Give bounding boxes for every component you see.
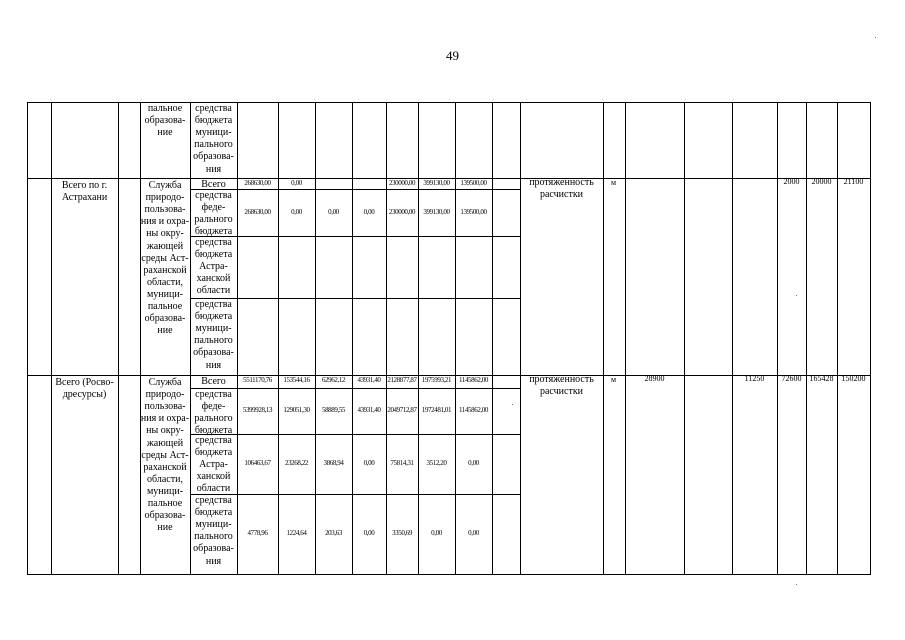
value-cell: 0,00 bbox=[468, 529, 479, 537]
value-cell: 0,00 bbox=[431, 529, 442, 537]
fin-source-text: рального bbox=[194, 214, 233, 226]
subrow-rule bbox=[190, 236, 520, 237]
value-cell: 43931,40 bbox=[357, 376, 381, 384]
table-column-rule bbox=[455, 102, 456, 574]
org-cell-text: области, bbox=[147, 473, 183, 485]
subrow-rule bbox=[190, 494, 520, 495]
org-cell-text: образова- bbox=[144, 313, 186, 325]
fin-source-text: бюджета bbox=[194, 447, 233, 459]
fin-source-text: ния bbox=[205, 359, 222, 371]
scan-speck bbox=[512, 404, 513, 405]
org-cell-text: жающей bbox=[146, 240, 184, 252]
fin-source-text: ния bbox=[205, 163, 222, 175]
org-cell-text: пользова- bbox=[144, 204, 186, 216]
table-column-rule bbox=[520, 102, 521, 574]
org-cell-text: среды Аст- bbox=[141, 449, 189, 461]
value-cell: 0,00 bbox=[328, 207, 339, 216]
org-cell-text: ние bbox=[157, 522, 173, 534]
fin-source-text: образова- bbox=[193, 543, 234, 555]
table-column-rule bbox=[352, 102, 353, 574]
fin-source-text: феде- bbox=[201, 401, 226, 413]
value-cell: 1972481,01 bbox=[421, 406, 452, 414]
org-cell-text: пальное bbox=[147, 301, 183, 312]
target-value: 11250 bbox=[744, 374, 765, 383]
table-column-rule bbox=[237, 102, 238, 574]
value-cell: 399130,00 bbox=[423, 179, 450, 187]
value-cell: 23268,22 bbox=[284, 459, 309, 467]
fin-source-text: феде- bbox=[201, 202, 226, 214]
area-name-text: дресурсы) bbox=[62, 389, 107, 401]
value-cell: 3350,69 bbox=[392, 529, 412, 537]
target-value: 165428 bbox=[809, 374, 834, 383]
table-column-rule bbox=[684, 102, 685, 574]
value-cell: 0,00 bbox=[291, 179, 302, 187]
org-cell-text: жающей bbox=[146, 437, 184, 449]
subrow-rule bbox=[190, 388, 520, 389]
table-column-rule bbox=[118, 102, 119, 574]
org-cell-text: пальное bbox=[147, 103, 183, 114]
org-cell-text: пользова- bbox=[144, 401, 186, 413]
value-cell: 2128877,87 bbox=[387, 376, 417, 384]
table-column-rule bbox=[603, 102, 604, 574]
value-cell: 4778,96 bbox=[247, 529, 268, 537]
org-cell-text: природо- bbox=[145, 192, 185, 204]
table-bottom-rule bbox=[27, 574, 871, 575]
table-column-rule bbox=[315, 102, 316, 574]
subrow-rule bbox=[190, 434, 520, 435]
value-cell: 0,00 bbox=[363, 459, 375, 467]
fin-source-text: бюджета bbox=[194, 425, 233, 437]
value-cell: 0,00 bbox=[291, 207, 302, 216]
table-column-rule bbox=[492, 102, 493, 574]
org-cell-text: муници- bbox=[146, 485, 184, 497]
value-cell: 5511170,76 bbox=[243, 376, 272, 384]
org-cell-text: ния и охра- bbox=[140, 413, 190, 425]
fin-source-text: Астра- bbox=[199, 459, 228, 471]
fin-source-text: пального bbox=[194, 335, 233, 347]
subrow-rule bbox=[190, 189, 520, 190]
table-column-rule bbox=[837, 102, 838, 574]
fin-source-text: ханской bbox=[196, 471, 231, 483]
fin-source-text: бюджета bbox=[194, 311, 233, 323]
target-value: 72600 bbox=[781, 374, 802, 383]
value-cell: 3512,20 bbox=[426, 459, 447, 467]
indicator-text: расчистки bbox=[539, 386, 584, 398]
value-cell: 106463,67 bbox=[244, 459, 271, 467]
value-cell: 1145862,00 bbox=[459, 406, 488, 414]
value-cell: 129051,30 bbox=[283, 406, 310, 414]
table-column-rule bbox=[777, 102, 778, 574]
fin-source-text: средства bbox=[195, 299, 232, 310]
target-value: 150200 bbox=[841, 374, 866, 383]
value-cell: 230000,00 bbox=[388, 207, 416, 216]
indicator-text: протяженность bbox=[529, 177, 594, 188]
fin-source-text: бюджета bbox=[194, 249, 233, 261]
value-cell: 268630,00 bbox=[244, 207, 271, 216]
fin-source-text: ния bbox=[205, 555, 222, 567]
table-column-rule bbox=[27, 102, 28, 574]
value-cell: 5399928,13 bbox=[242, 406, 273, 414]
value-cell: 2049712,87 bbox=[387, 406, 417, 414]
org-cell-text: образова- bbox=[144, 510, 186, 522]
value-cell: 139500,00 bbox=[460, 179, 487, 187]
fin-source-text: Всего bbox=[201, 179, 226, 190]
value-cell: 1145862,00 bbox=[459, 376, 488, 384]
fin-source-text: ханской bbox=[196, 273, 231, 285]
table-column-rule bbox=[51, 102, 52, 574]
table-column-rule bbox=[278, 102, 279, 574]
fin-source-text: муници- bbox=[195, 127, 232, 139]
fin-source-text: области bbox=[196, 285, 231, 297]
org-cell-text: Служба bbox=[148, 377, 182, 388]
target-value: 20000 bbox=[811, 177, 832, 186]
fin-source-text: бюджета bbox=[194, 226, 233, 238]
org-cell-text: ния и охра- bbox=[140, 216, 190, 228]
value-cell: 203,63 bbox=[325, 529, 342, 537]
fin-source-text: средства bbox=[195, 389, 232, 400]
indicator-text: расчистки bbox=[539, 189, 584, 201]
table-column-rule bbox=[625, 102, 626, 574]
value-cell: 230000,00 bbox=[388, 179, 416, 187]
page-number: 49 bbox=[446, 48, 459, 63]
org-cell-text: природо- bbox=[145, 389, 185, 401]
unit-text: м bbox=[610, 178, 617, 187]
value-cell: 268630,00 bbox=[244, 179, 271, 187]
value-cell: 75814,31 bbox=[390, 459, 414, 467]
target-value: 21100 bbox=[843, 177, 864, 186]
fin-source-text: средства bbox=[195, 495, 232, 506]
fin-source-text: средства bbox=[195, 237, 232, 248]
org-cell-text: ние bbox=[157, 127, 173, 139]
value-cell: 58889,55 bbox=[321, 406, 346, 414]
subrow-rule bbox=[190, 298, 520, 299]
fin-source-text: средства bbox=[195, 435, 232, 446]
org-cell-text: среды Аст- bbox=[141, 252, 189, 264]
value-cell: 1975993,21 bbox=[421, 376, 452, 384]
area-name-text: Всего по г. bbox=[61, 180, 108, 191]
value-cell: 0,00 bbox=[363, 207, 375, 216]
value-cell: 0,00 bbox=[363, 529, 375, 537]
table-column-rule bbox=[806, 102, 807, 574]
org-cell-text: раханской bbox=[143, 461, 187, 473]
fin-source-text: бюджета bbox=[194, 115, 233, 127]
org-cell-text: ны окру- bbox=[146, 425, 184, 437]
table-column-rule bbox=[386, 102, 387, 574]
table-column-rule bbox=[418, 102, 419, 574]
value-cell: 43931,40 bbox=[357, 406, 381, 414]
fin-source-text: средства bbox=[195, 103, 232, 114]
fin-source-text: бюджета bbox=[194, 507, 233, 519]
value-cell: 139500,00 bbox=[460, 207, 487, 216]
value-cell: 3868,94 bbox=[323, 459, 344, 467]
fin-source-text: области bbox=[196, 483, 231, 495]
org-cell-text: муници- bbox=[146, 288, 184, 300]
org-cell-text: Служба bbox=[148, 180, 182, 191]
scan-speck bbox=[875, 37, 876, 38]
org-cell-text: образова- bbox=[144, 115, 186, 127]
fin-source-text: муници- bbox=[195, 323, 232, 335]
org-cell-text: пальное bbox=[147, 498, 183, 509]
table-column-rule bbox=[732, 102, 733, 574]
scan-speck bbox=[796, 584, 797, 585]
fin-source-text: пального bbox=[194, 531, 233, 543]
fin-source-text: образова- bbox=[193, 347, 234, 359]
org-cell-text: ние bbox=[157, 325, 173, 337]
fin-source-text: Всего bbox=[201, 376, 226, 387]
value-cell: 399130,00 bbox=[423, 207, 450, 216]
org-cell-text: области, bbox=[147, 276, 183, 288]
area-name-text: Всего (Росво- bbox=[55, 377, 114, 388]
value-cell: 1224,64 bbox=[286, 529, 307, 537]
org-cell-text: ны окру- bbox=[146, 228, 184, 240]
target-value: 28900 bbox=[644, 374, 665, 383]
fin-source-text: Астра- bbox=[199, 261, 228, 273]
fin-source-text: муници- bbox=[195, 519, 232, 531]
scan-speck bbox=[796, 295, 797, 296]
value-cell: 0,00 bbox=[468, 459, 479, 467]
fin-source-text: рального bbox=[194, 413, 233, 425]
org-cell-text: раханской bbox=[143, 264, 187, 276]
area-name-text: Астрахани bbox=[61, 192, 108, 204]
unit-text: м bbox=[610, 375, 617, 384]
value-cell: 153544,16 bbox=[283, 376, 310, 384]
fin-source-text: средства bbox=[195, 190, 232, 201]
fin-source-text: пального bbox=[194, 139, 233, 151]
value-cell: 62962,12 bbox=[321, 376, 346, 384]
indicator-text: протяженность bbox=[529, 374, 594, 385]
target-value: 2000 bbox=[783, 177, 800, 186]
fin-source-text: образова- bbox=[193, 151, 234, 163]
table-column-rule bbox=[870, 102, 871, 574]
